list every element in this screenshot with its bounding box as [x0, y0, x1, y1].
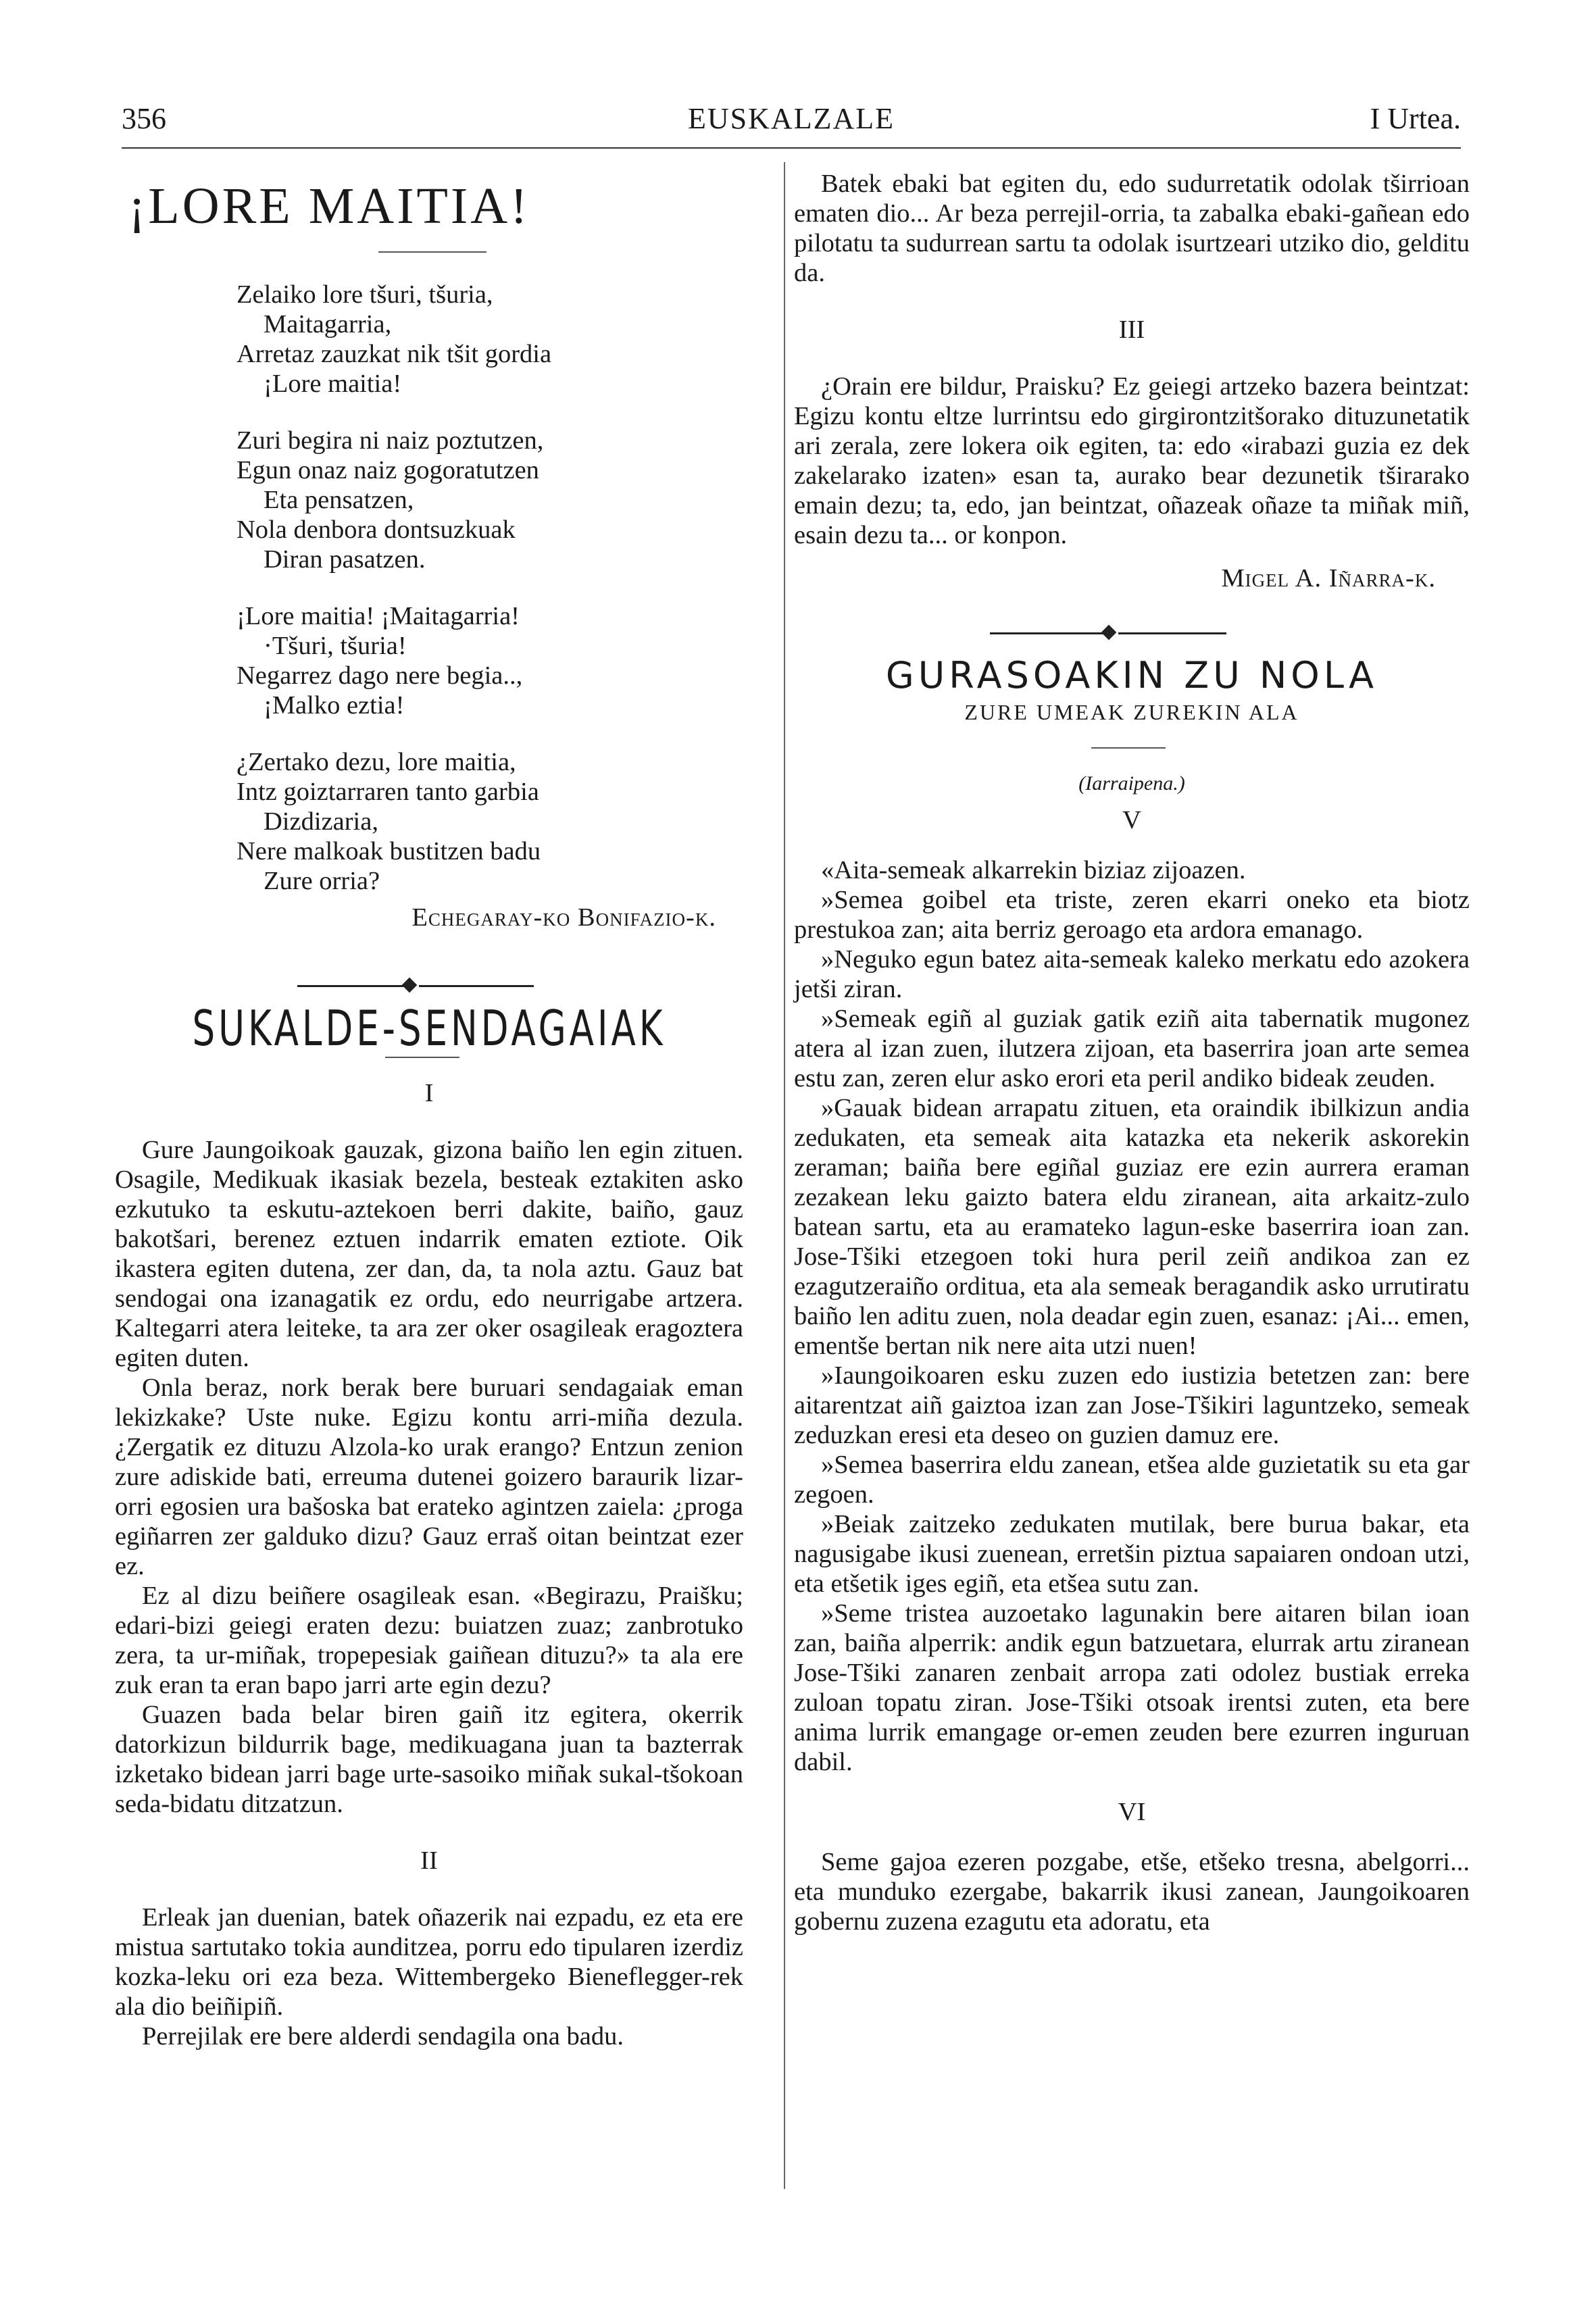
- journal-title: EUSKALZALE: [688, 102, 895, 135]
- body-paragraph: »Iaungoikoaren esku zuzen edo iustizia betetzen zan: bere aitarentzat aiñ gaiztoa izan zan Jose-Tšikiri laguntzeko, semeak zeduzkan eresi eta deseo on guzien damuz ere.: [794, 1361, 1470, 1449]
- poem-line: Eta pensatzen,: [264, 486, 414, 514]
- header-rule: [122, 147, 1461, 149]
- title-rule: [1091, 747, 1166, 749]
- poem-line: ¡Malko eztia!: [264, 691, 405, 720]
- poem-line: ¡Lore maitia!: [264, 370, 402, 398]
- article-title: GURASOAKIN ZU NOLA: [885, 654, 1378, 697]
- section-number: VI: [1118, 1798, 1146, 1826]
- body-paragraph: Onla beraz, nork berak bere buruari sendagaiak eman lekizkake? Uste nuke. Egizu kontu arri-miña dezula. ¿Zergatik ez dituzu Alzola-ko urak erango? Entzun zenion zure adiskide bati, erreuma dutenei goizero baraurik lizar-orri egosien ura bašoska bat erateko agintzen zaiela: ¿proga egiñarren zer galduko dizu? Gauz erraš oitan beintzat ezer ez.: [115, 1374, 743, 1580]
- poem-line: Zelaiko lore tšuri, tšuria,: [236, 280, 493, 309]
- body-paragraph: Gure Jaungoikoak gauzak, gizona baiño len egin zituen. Osagile, Medikuak ikasiak bezela, besteak eztakiten asko ezkutuko ta eskutu-aztekoen berri dakite, baiño, gauz bakotšari, berenez eztuen indarrik ematen eztiote. Oik ikastera egiten dutena, zer dan, da, ta nola aztu. Gauz bat sendogai ona izanagatik ez ordu, edo neurrigabe artzera. Kaltegarri atera leiteke, ta ara zer oker osagileak eragoztera egiten duten.: [115, 1136, 743, 1372]
- ornament-diamond-icon: [402, 978, 418, 993]
- poem-line: Nola denbora dontsuzkuak: [236, 515, 516, 544]
- poem-line: Intz goiztarraren tanto garbia: [236, 778, 539, 806]
- article-signature: Migel A. Iñarra-k.: [1221, 564, 1436, 593]
- section-number: III: [1118, 316, 1145, 344]
- article-title: SUKALDE-SENDAGAIAK: [192, 1000, 666, 1057]
- poem-line: Maitagarria,: [264, 310, 392, 338]
- poem-line: ·Tšuri, tšuria!: [264, 632, 407, 660]
- poem-line: ¡Lore maitia! ¡Maitagarria!: [236, 602, 520, 630]
- poem-line: Negarrez dago nere begia..,: [236, 661, 523, 690]
- body-paragraph: Perrejilak ere bere alderdi sendagila ona badu.: [142, 2022, 624, 2051]
- poem-title: ¡LORE MAITIA!: [128, 178, 530, 234]
- body-paragraph: Guazen bada belar biren gaiñ itz egitera, okerrik datorkizun bildurrik bage, medikuagana juan ta bazterrak izketako bidean jarri bage urte-sasoiko miñak sukal-tšokoan seda-bidatu ditzatzun.: [115, 1701, 743, 1818]
- poem-line: ¿Zertako dezu, lore maitia,: [236, 748, 516, 776]
- poem-stanza-2: [236, 426, 743, 574]
- body-paragraph: Ez al dizu beiñere osagileak esan. «Begirazu, Praišku; edari-bizi geiegi eraten dezu: buiatzen zuaz; zanbrotuko zera, ta ur-miñak, tropepesiak gaiñean dituzu?» ta ala ere zuk eran ta eran bapo jarri arte egin dezu?: [115, 1582, 743, 1699]
- body-paragraph: »Semea baserrira eldu zanean, etšea alde guzietatik su eta gar zegoen.: [794, 1451, 1470, 1509]
- body-paragraph: »Semea goibel eta triste, zeren ekarri oneko eta biotz prestukoa zan; aita berriz geroago eta ardora emanago.: [794, 886, 1470, 944]
- volume-label: I Urtea.: [1370, 102, 1461, 135]
- section-number: II: [420, 1846, 438, 1875]
- body-paragraph: «Aita-semeak alkarrekin biziaz zijoazen.: [821, 856, 1246, 884]
- column-divider: [784, 162, 785, 2189]
- poem-line: Arretaz zauzkat nik tšit gordia: [236, 340, 552, 368]
- poem-line: Dizdizaria,: [264, 807, 378, 836]
- poem-stanza-1: [236, 280, 743, 399]
- poem-line: Egun onaz naiz gogoratutzen: [236, 456, 539, 484]
- section-ornament: [115, 973, 743, 1000]
- right-column: [794, 169, 1470, 1936]
- body-paragraph: Seme gajoa ezeren pozgabe, etše, etšeko tresna, abelgorri... eta munduko ezergabe, bakarrik ikusi zanean, Jaungoikoaren gobernu zuzena ezagutu eta adoratu, eta: [794, 1848, 1470, 1936]
- body-paragraph: Erleak jan duenian, batek oñazerik nai ezpadu, ez eta ere mistua sartutako tokia aunditzea, porru edo tipularen izerdiz kozka-leku ori eza beza. Wittembergeko Bieneflegger-rek ala dio beiñipiñ.: [115, 1903, 743, 2021]
- body-paragraph: »Gauak bidean arrapatu zituen, eta oraindik ibilkizun andia zedukaten, eta semeak aita katazka eta nekerik askorekin zeraman; baiña bere egiñal guziaz ere ezin aurrera eraman zezakean leku gaizto batera eldu ziranean, aita arkaitz-zulo batean sartu, eta au eramateko lagun-eske baserrira ioan zan. Jose-Tšiki etzegoen toki hura peril zeiñ andikoa zan ez ezagutzeraiño orditua, eta ala semeak beragandik asko urrutiratu baiño len aditu zuen, nola deadar egin zuen, esanaz: ¡Ai... emen, ementše bertan nik nere aita utzi nuen!: [794, 1094, 1470, 1360]
- body-paragraph: Batek ebaki bat egiten du, edo sudurretatik odolak tširrioan ematen dio... Ar beza perrejil-orria, ta zabalka ebaki-gañean edo pilotatu ta sudurrean sartu ta odolak isurtzeari utziko dio, gelditu da.: [794, 170, 1470, 287]
- body-paragraph: »Beiak zaitzeko zedukaten mutilak, bere burua bakar, eta nagusigabe ikusi zuenean, erretšin piztua sapaiaren ondoan utzi, eta etšetik iges egiñ, eta etšea sutu zan.: [794, 1510, 1470, 1598]
- running-header: [122, 101, 1461, 149]
- continuation-note: (Iarraipena.): [1078, 772, 1185, 795]
- page-number: 356: [122, 102, 166, 135]
- poem-stanza-4: [236, 747, 743, 896]
- article-subtitle: ZURE UMEAK ZUREKIN ALA: [964, 700, 1299, 724]
- body-paragraph: »Seme tristea auzoetako lagunakin bere aitaren bilan ioan zan, baiña alperrik: andik egun batzuetara, elurrak artu ziranean Jose-Tšiki zanaren zenbait arropa zati odolez bustiak erreka zuloan topatu ziran. Jose-Tšiki otsoak irentsi zuten, eta bere anima lurrik emangage or-emen zeuden bere ezurren inguruan dabil.: [794, 1599, 1470, 1776]
- body-paragraph: »Semeak egiñ al guziak gatik eziñ aita tabernatik mugonez atera al izan zuen, ilutzera zijoan, eta baserrira joan arte semea estu zan, zeren elur asko erori eta peril andiko bideak zeuden.: [794, 1005, 1470, 1092]
- body-paragraph: ¿Orain ere bildur, Praisku? Ez geiegi artzeko bazera beintzat: Egizu kontu eltze lurrintsu edo girgirontzitšorako dituzunetatik ari zerala, zere lokera oik egiten, ta: edo «irabazi guzia ez dek zakelarako izaten» esan ta, aurako bear dezunetik tširarako emain dezu; ta, edo, jan beintzat, oñazeak oñaze ta miñak miñ, esain dezu ta... or konpon.: [794, 372, 1470, 549]
- left-column: [115, 169, 743, 2051]
- poem-line: Diran pasatzen.: [264, 545, 426, 574]
- poem-line: Nere malkoak bustitzen badu: [236, 837, 541, 865]
- section-number: I: [424, 1079, 434, 1107]
- poem-stanza-3: [236, 601, 743, 720]
- section-number: V: [1122, 806, 1141, 834]
- poem-signature: Echegaray-ko Bonifazio-k.: [412, 903, 716, 932]
- ornament-diamond-icon: [1101, 625, 1117, 640]
- title-rule: [378, 251, 487, 253]
- title-rule: [385, 1057, 459, 1058]
- poem-line: Zure orria?: [264, 867, 380, 895]
- poem-line: Zuri begira ni naiz poztutzen,: [236, 426, 544, 455]
- section-ornament: [794, 620, 1470, 647]
- body-paragraph: »Neguko egun batez aita-semeak kaleko merkatu edo azokera jetši ziran.: [794, 945, 1470, 1003]
